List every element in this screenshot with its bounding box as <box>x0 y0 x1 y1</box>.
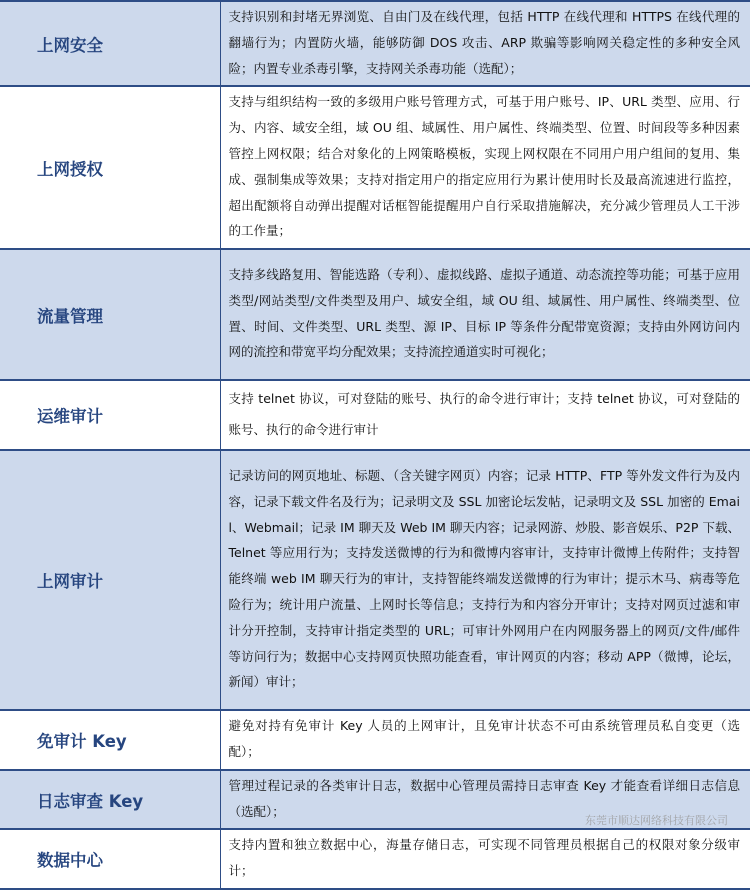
row-traffic-management <box>0 249 750 380</box>
row-internet-audit <box>0 450 750 710</box>
row-description: 避免对持有免审计 Key 人员的上网审计，且免审计状态不可由系统管理员私自变更（选配）； <box>220 710 750 770</box>
row-data-center <box>0 829 750 889</box>
row-description: 管理过程记录的各类审计日志，数据中心管理员需持日志审查 Key 才能查看详细日志信息（选配）； <box>220 770 750 830</box>
row-internet-security <box>0 1 750 86</box>
row-name: 上网审计 <box>0 450 220 710</box>
row-description: 支持内置和独立数据中心，海量存储日志，可实现不同管理员根据自己的权限对象分级审计； <box>220 829 750 889</box>
row-ops-audit <box>0 380 750 450</box>
row-name: 流量管理 <box>0 249 220 380</box>
row-internet-authorization <box>0 86 750 249</box>
row-name: 日志审查 Key <box>0 770 220 830</box>
row-name: 上网安全 <box>0 1 220 86</box>
row-description: 记录访问的网页地址、标题、（含关键字网页）内容；记录 HTTP、FTP 等外发文件行为及内容，记录下载文件名及行为；记录明文及 SSL 加密论坛发帖，记录明文及 SSL 加密的 Email、Webmail；记录 IM 聊天及 Web IM 聊天内容；记录网游、炒股、影音娱乐、P2P 下载、Telnet 等应用行为；支持发送微博的行为和微博内容审计，支持审计微博上传附件；支持智能终端 web IM 聊天行为的审计，支持智能终端发送微博的行为审计；提示木马、病毒等危险行为；统计用户流量、上网时长等信息；支持行为和内容分开审计；支持对网页过滤和审计分开控制，支持审计指定类型的 URL；可审计外网用户在内网服务器上的网页/文件/邮件等访问行为；数据中心支持网页快照功能查看，审计网页的内容；移动 APP（微博，论坛，新闻）审计； <box>220 450 750 710</box>
row-description: 支持 telnet 协议，可对登陆的账号、执行的命令进行审计；支持 telnet 协议，可对登陆的账号、执行的命令进行审计 <box>220 380 750 450</box>
watermark: 东莞市顺达网络科技有限公司 <box>585 814 728 827</box>
row-name: 上网授权 <box>0 86 220 249</box>
row-description: 支持识别和封堵无界浏览、自由门及在线代理，包括 HTTP 在线代理和 HTTPS 在线代理的翻墙行为；内置防火墙，能够防御 DOS 攻击、ARP 欺骗等影响网关稳定性的多种安全风险；内置专业杀毒引擎，支持网关杀毒功能（选配）； <box>220 1 750 86</box>
row-description: 支持多线路复用、智能选路（专利）、虚拟线路、虚拟子通道、动态流控等功能；可基于应用类型/网站类型/文件类型及用户、域安全组，域 OU 组、域属性、用户属性、终端类型、位置、时间、文件类型、URL 类型、源 IP、目标 IP 等条件分配带宽资源；支持由外网访问内网的流控和带宽平均分配效果；支持流控通道实时可视化； <box>220 249 750 380</box>
row-name: 运维审计 <box>0 380 220 450</box>
row-name: 数据中心 <box>0 829 220 889</box>
row-description: 支持与组织结构一致的多级用户账号管理方式，可基于用户账号、IP、URL 类型、应用、行为、内容、域安全组，域 OU 组、域属性、用户属性、终端类型、位置、时间段等多种因素管控上网权限；结合对象化的上网策略模板，实现上网权限在不同用户用户组间的复用、集成、强制集成等效果；支持对指定用户的指定应用行为累计使用时长及最高流速进行监控，超出配额将自动弹出提醒对话框智能提醒用户自行采取措施解决，充分减少管理员人工干涉的工作量； <box>220 86 750 249</box>
row-name: 免审计 Key <box>0 710 220 770</box>
row-audit-exempt-key <box>0 710 750 770</box>
